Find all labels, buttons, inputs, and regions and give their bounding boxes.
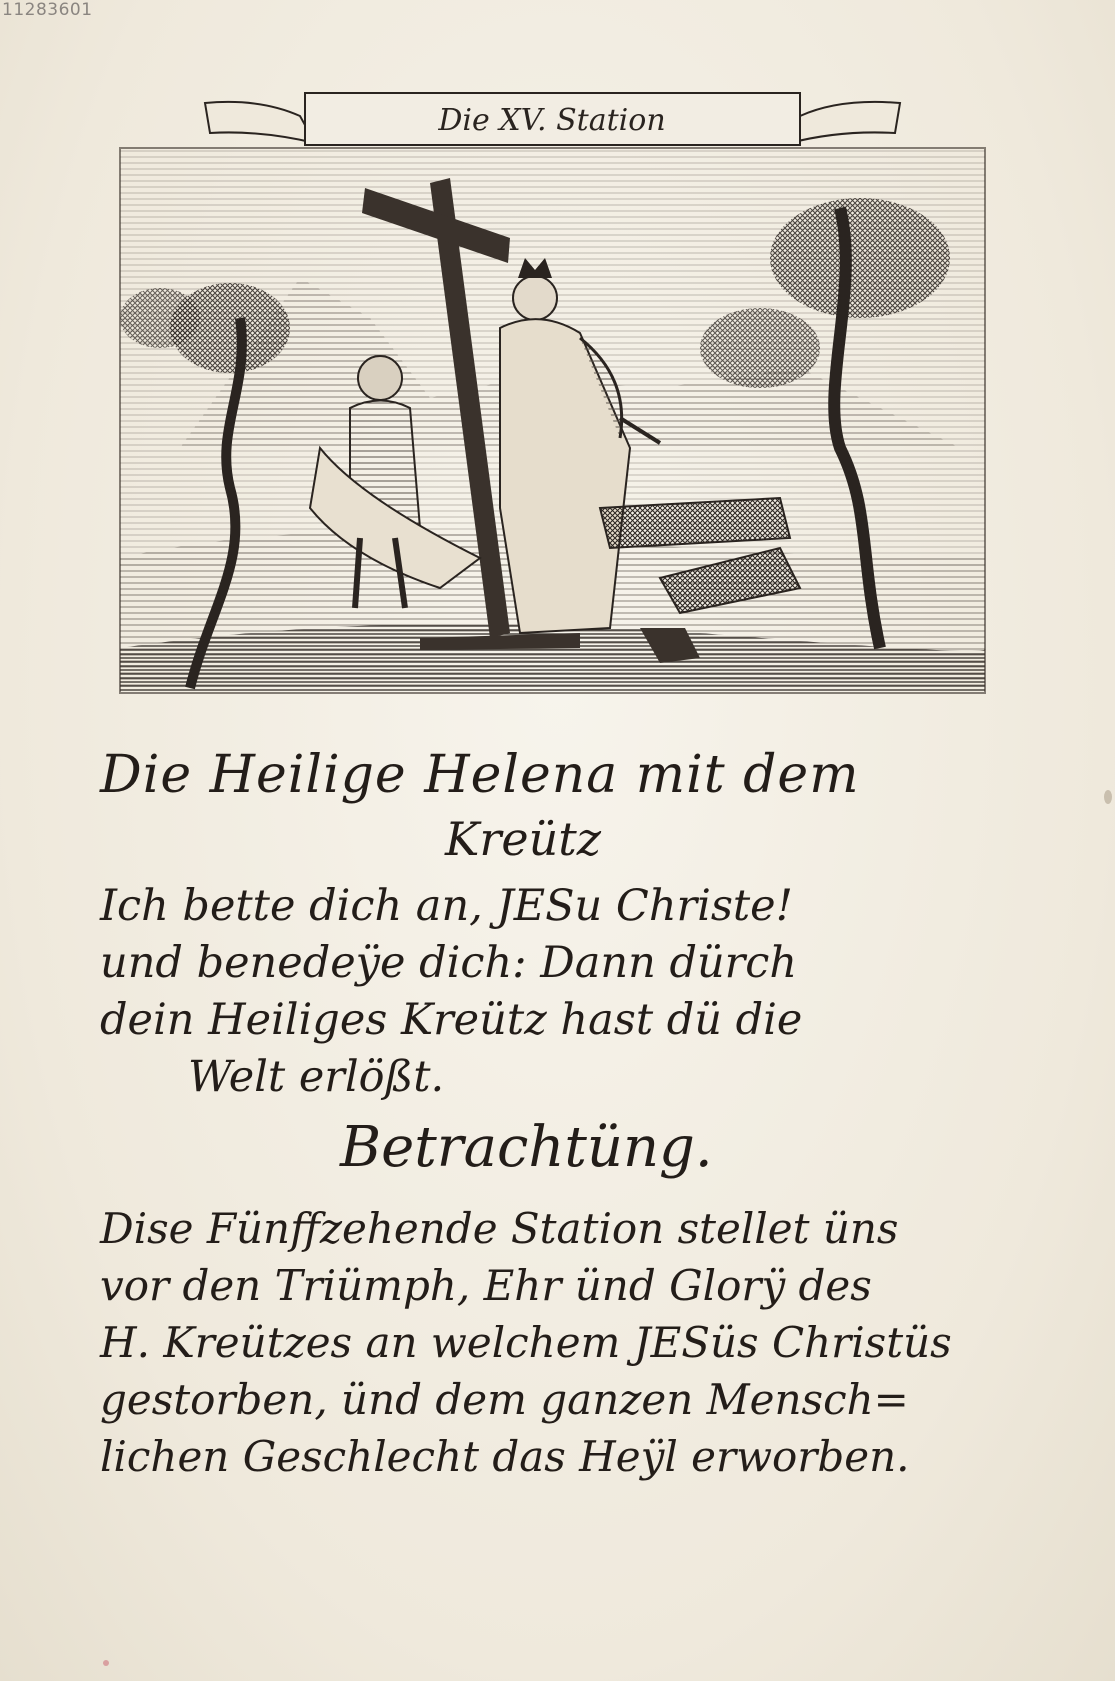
prayer-line: dein Heiliges Kreütz hast dü die xyxy=(100,995,803,1045)
meditation-heading: Betrachtüng. xyxy=(340,1115,713,1180)
meditation-line: vor den Triümph, Ehr ünd Glorÿ des xyxy=(100,1261,872,1310)
prayer-line: Ich bette dich an, JESu Christe! xyxy=(100,881,793,931)
banner-title: Die XV. Station xyxy=(438,103,666,138)
caption-title: Die Heilige Helena mit dem xyxy=(100,745,860,805)
caption-subtitle: Kreütz xyxy=(445,812,601,866)
page-speck xyxy=(103,1660,109,1666)
meditation-line: lichen Geschlecht das Heÿl erworben. xyxy=(100,1432,910,1481)
engraving-plate xyxy=(100,88,1005,748)
prayer-line: Welt erlößt. xyxy=(188,1052,445,1102)
catalog-id: 11283601 xyxy=(2,0,93,20)
page-edge-mark xyxy=(1104,790,1112,804)
meditation-line: gestorben, ünd dem ganzen Mensch= xyxy=(100,1375,909,1424)
prayer-text xyxy=(100,878,1040,1106)
meditation-line: Dise Fünffzehende Station stellet üns xyxy=(100,1204,899,1253)
engraving-illustration xyxy=(100,88,1005,748)
prayer-line: und benedeÿe dich: Dann dürch xyxy=(100,938,798,988)
meditation-text xyxy=(100,1200,1040,1485)
meditation-line: H. Kreützes an welchem JESüs Christüs xyxy=(100,1318,952,1367)
station-banner xyxy=(205,93,900,145)
